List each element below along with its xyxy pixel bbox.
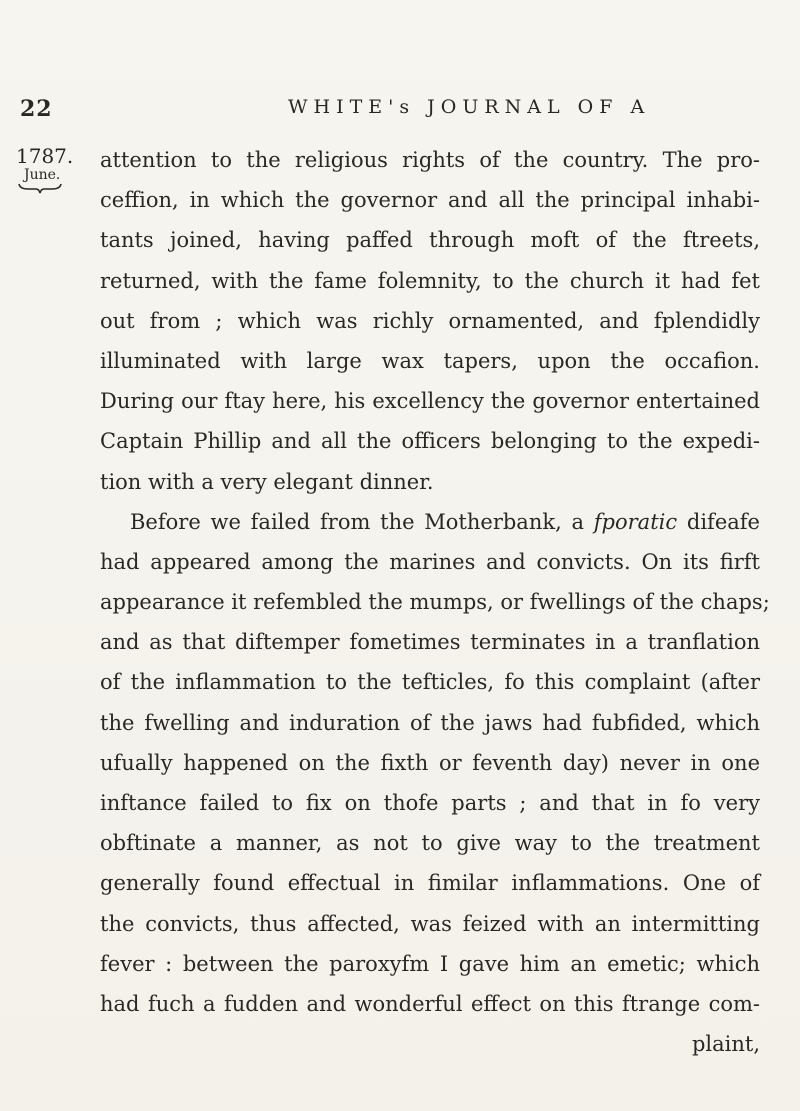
text-line: illuminated with large wax tapers, upon the occafion. — [100, 348, 760, 373]
text-line: generally found effectual in fimilar inflammations. One of — [100, 871, 760, 896]
body-text — [100, 140, 770, 1064]
text-line: tion with a very elegant dinner. — [100, 469, 434, 494]
text-line: of the inflammation to the tefticles, fo this complaint (after — [100, 670, 760, 695]
text-line: attention to the religious rights of the country. The pro- — [100, 148, 760, 172]
text-line: and as that diftemper fometimes terminates in a tranflation — [100, 630, 760, 655]
text-line-part: difeafe — [686, 509, 760, 534]
catchword: plaint, — [691, 1032, 760, 1057]
text-line: obftinate a manner, as not to give way to the treatment — [100, 831, 760, 856]
text-line: returned, with the fame folemnity, to the church it had fet — [100, 268, 760, 293]
text-line: ufually happened on the fixth or feventh day) never in one — [100, 750, 760, 775]
margin-brace-icon — [18, 182, 62, 194]
page-number: 22 — [20, 96, 53, 122]
text-line: out from ; which was richly ornamented, and fplendidly — [100, 308, 760, 333]
text-line: tants joined, having paffed through moft of the ftreets, — [100, 228, 760, 253]
text-line-mixed — [100, 502, 760, 542]
margin-month: June. — [24, 167, 61, 183]
text-line: During our ftay here, his excellency the governor entertained — [100, 389, 760, 414]
text-line: fever : between the paroxyfm I gave him an emetic; which — [100, 951, 760, 976]
text-line: the convicts, thus affected, was feized with an intermitting — [100, 911, 760, 936]
margin-year: 1787. — [16, 144, 74, 168]
text-line: ceffion, in which the governor and all the principal inhabi- — [100, 188, 760, 213]
text-line: Captain Phillip and all the officers belonging to the expedi- — [100, 429, 760, 454]
text-line: had fuch a fudden and wonderful effect on this ftrange com- — [100, 991, 760, 1016]
text-line: had appeared among the marines and convicts. On its firft — [100, 549, 760, 574]
text-line-part: Before we failed from the Motherbank, a — [130, 509, 585, 534]
italic-word: fporatic — [593, 509, 678, 534]
text-line: appearance it refembled the mumps, or fwellings of the chaps; — [100, 590, 770, 615]
text-line: the fwelling and induration of the jaws had fubfided, which — [100, 710, 760, 735]
text-line: inftance failed to fix on thofe parts ; and that in fo very — [100, 791, 760, 815]
running-head: WHITE's JOURNAL OF A — [288, 96, 651, 118]
